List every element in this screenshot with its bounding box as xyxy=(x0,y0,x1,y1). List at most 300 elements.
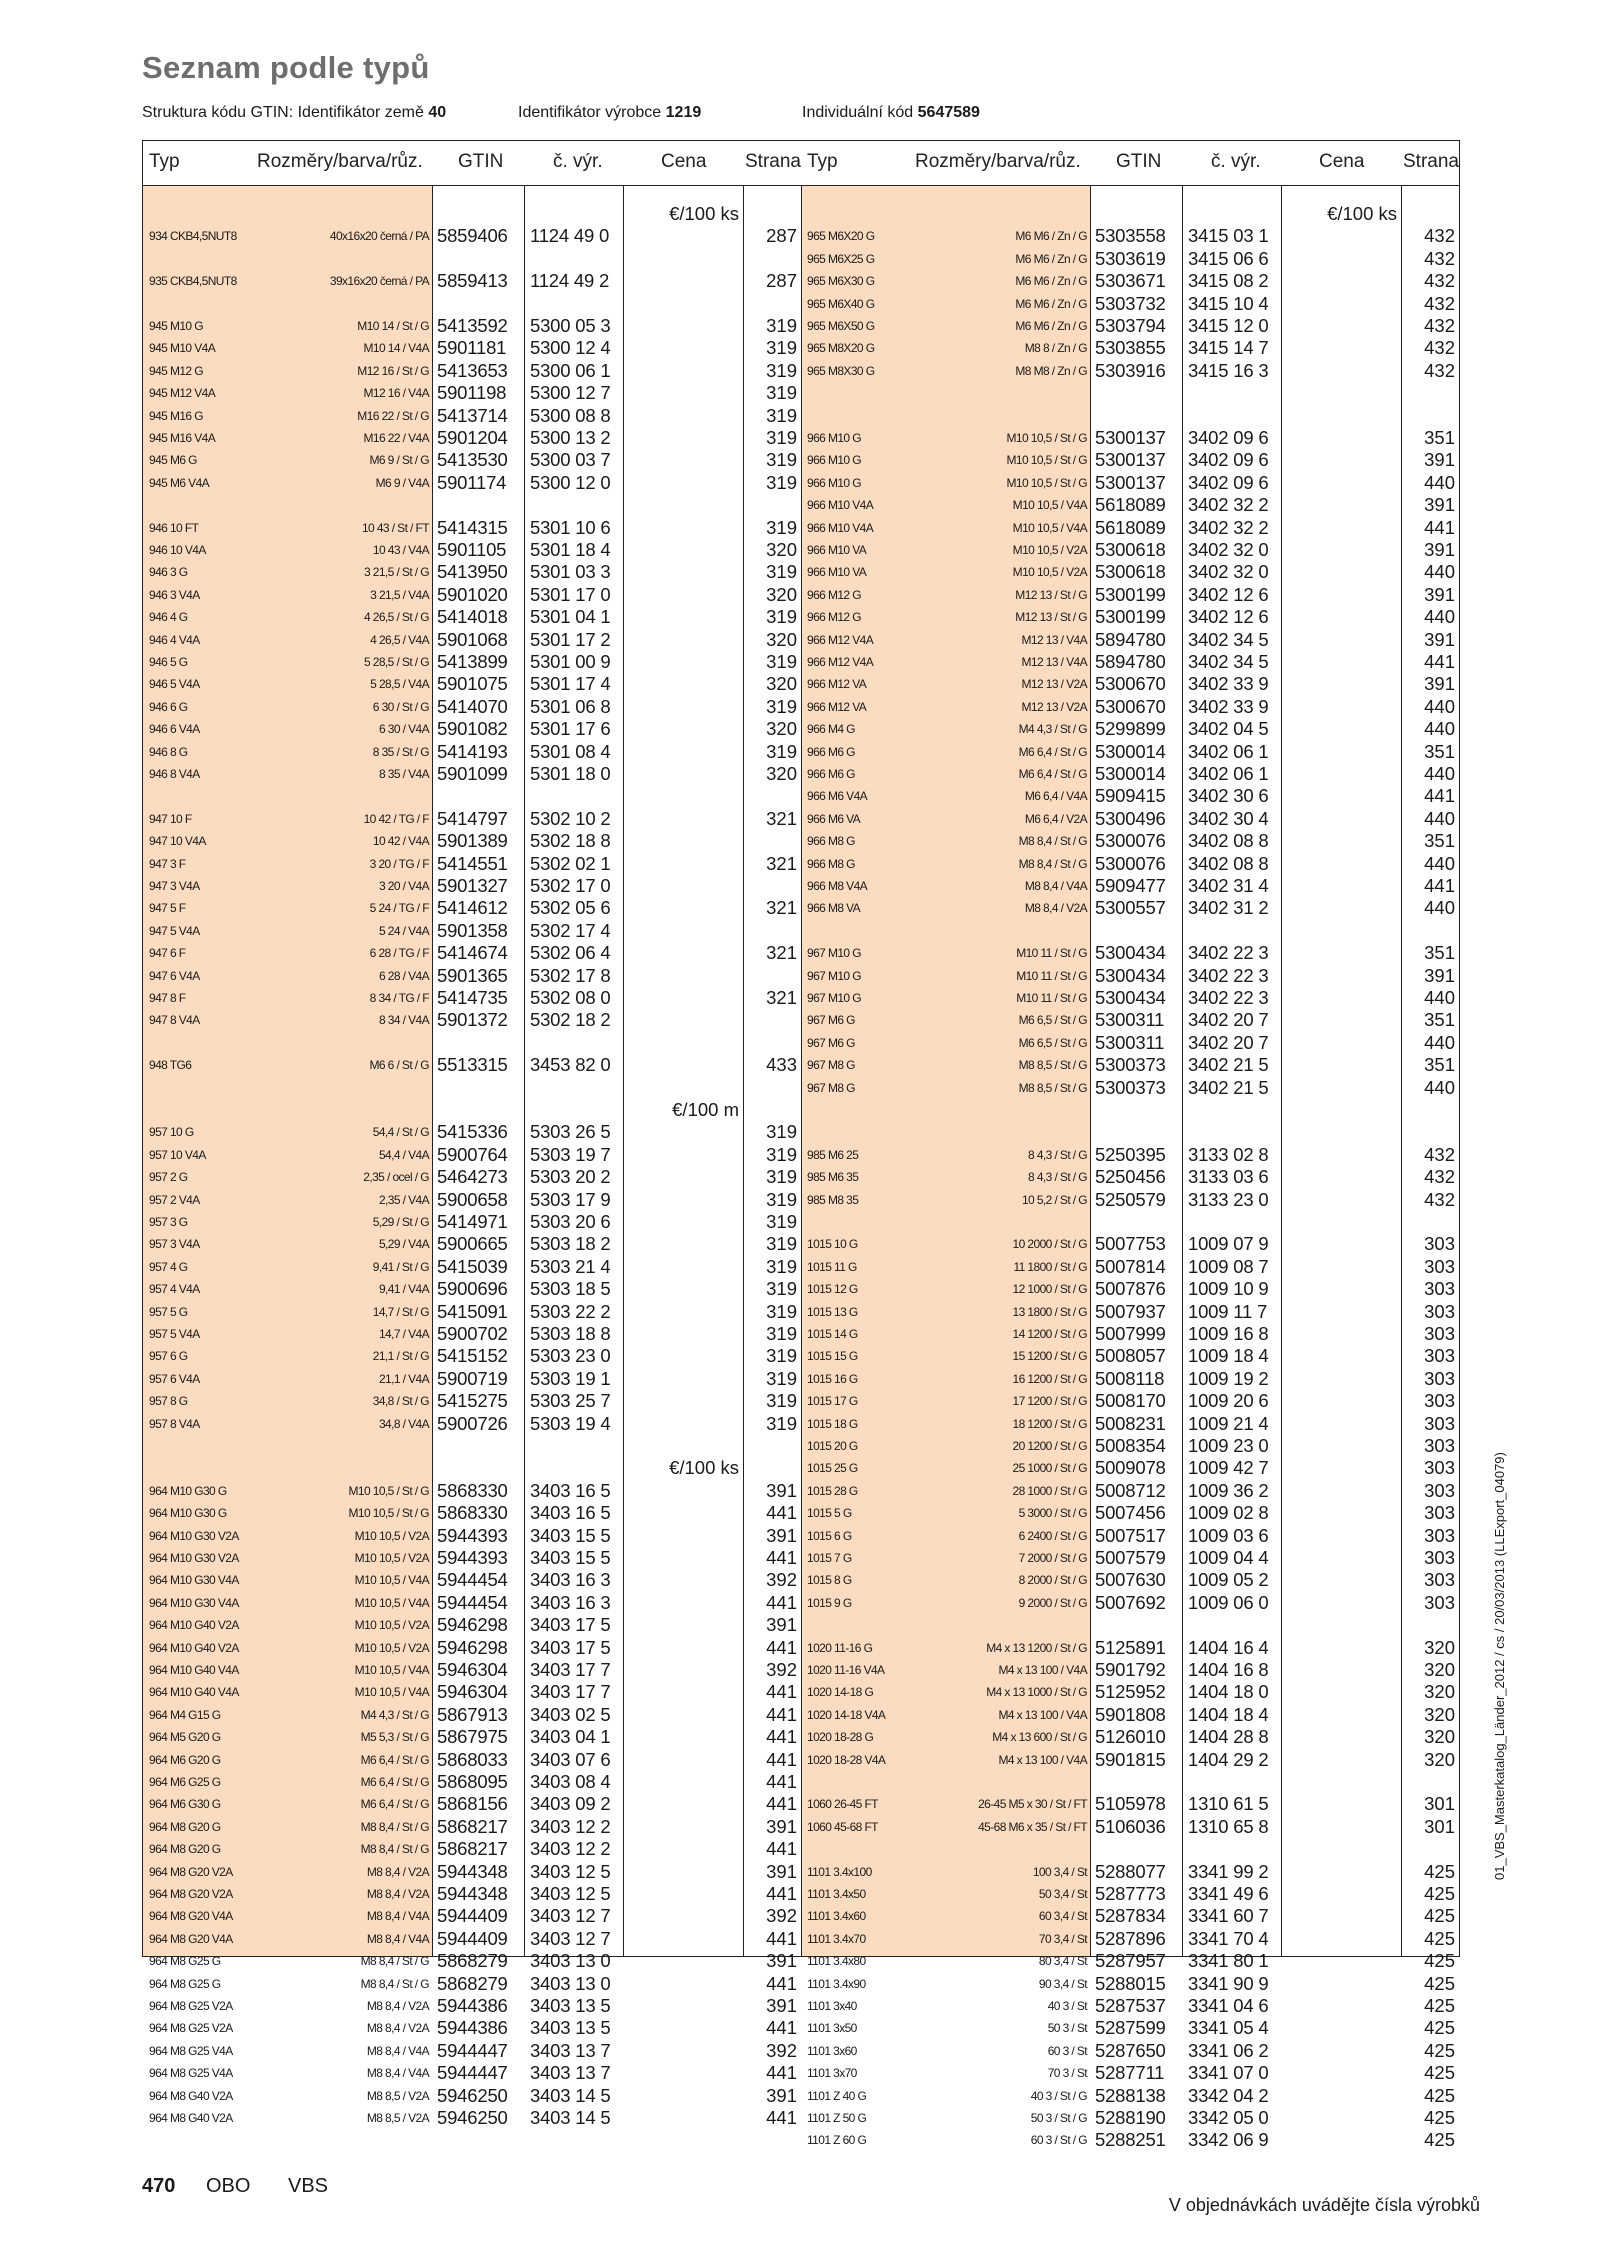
table-row xyxy=(801,1321,1459,1343)
cell-cvyr: 5301 18 4 xyxy=(530,539,611,560)
cell-cvyr: 3402 09 6 xyxy=(1188,471,1269,493)
cell-gtin: 5414612 xyxy=(437,897,508,919)
cell-cvyr: 5303 19 1 xyxy=(530,1367,611,1389)
cell-cvyr: 1009 03 6 xyxy=(1188,1524,1269,1546)
cell-cvyr: 5302 08 0 xyxy=(530,987,611,1008)
cell-typ: 966 M12 V4A xyxy=(807,632,874,647)
cell-cvyr: 3403 12 7 xyxy=(530,1927,611,1949)
cell-strana: 425 xyxy=(1424,1995,1455,2016)
cell-typ: 945 M6 G xyxy=(149,453,197,468)
table-row xyxy=(143,761,801,783)
cell-typ: 964 M10 G40 V4A xyxy=(149,1663,239,1677)
cell-cvyr: 5301 17 4 xyxy=(530,673,611,695)
cell-strana: 441 xyxy=(766,1502,797,1524)
cell-cvyr: 3402 12 6 xyxy=(1188,583,1269,605)
cell-strana: 303 xyxy=(1424,1412,1455,1434)
table-row xyxy=(801,537,1459,559)
cell-cvyr: 3402 08 8 xyxy=(1188,830,1269,852)
cell-typ: 1101 3.4x80 xyxy=(807,1954,866,1969)
cell-gtin: 5250456 xyxy=(1095,1166,1166,1188)
cell-cvyr: 5300 06 1 xyxy=(530,359,611,381)
cell-typ: 966 M10 V4A xyxy=(807,498,874,513)
cell-dim: M8 8,5 / St / G xyxy=(1018,1058,1087,1073)
cell-cvyr: 1124 49 2 xyxy=(530,270,610,292)
header-cena: Cena xyxy=(1319,151,1365,172)
table-row xyxy=(143,1187,801,1209)
cell-typ: 947 8 V4A xyxy=(149,1013,200,1028)
header-dim: Rozměry/barva/růz. xyxy=(257,151,423,172)
cell-dim: 8 34 / TG / F xyxy=(369,991,429,1005)
table-row xyxy=(143,1343,801,1365)
cell-dim: 10 2000 / St / G xyxy=(1012,1237,1087,1252)
table-row xyxy=(801,559,1459,581)
table-row xyxy=(801,313,1459,335)
table-row xyxy=(801,873,1459,895)
cell-gtin: 5414551 xyxy=(437,852,508,874)
cell-typ: 964 M8 G20 G xyxy=(149,1842,221,1857)
cell-dim: M4 x 13 1200 / St / G xyxy=(986,1640,1087,1655)
cell-cvyr: 5303 25 7 xyxy=(530,1390,611,1412)
table-row xyxy=(143,940,801,962)
cell-gtin: 5900764 xyxy=(437,1143,508,1165)
cell-dim: M8 8,4 / St / G xyxy=(360,1976,429,1991)
cell-cvyr: 5301 00 9 xyxy=(530,651,611,672)
cell-strana: 391 xyxy=(766,1815,797,1837)
cell-strana: 319 xyxy=(766,1300,797,1322)
cell-strana: 320 xyxy=(766,673,797,695)
cell-cvyr: 5302 18 2 xyxy=(530,1009,611,1031)
cell-dim: 6 28 / V4A xyxy=(378,968,429,983)
cell-dim: 7 2000 / St / G xyxy=(1018,1551,1087,1565)
cell-typ: 1101 3x70 xyxy=(807,2066,857,2081)
cell-dim: M8 8,4 / V2A xyxy=(366,1999,429,2013)
cell-dim: 8 4,3 / St / G xyxy=(1028,1170,1087,1185)
cell-typ: 964 M8 G25 V4A xyxy=(149,2066,233,2081)
cell-gtin: 5868095 xyxy=(437,1771,508,1792)
cell-cvyr: 3402 30 4 xyxy=(1188,807,1269,829)
cell-typ: 947 10 V4A xyxy=(149,834,206,849)
cell-strana: 303 xyxy=(1424,1569,1455,1591)
cell-strana: 303 xyxy=(1424,1502,1455,1524)
cell-cvyr: 5302 06 4 xyxy=(530,942,611,964)
cell-strana: 319 xyxy=(766,382,797,404)
cell-gtin: 5868156 xyxy=(437,1793,508,1815)
cell-gtin: 5008354 xyxy=(1095,1435,1166,1456)
cell-cvyr: 3415 14 7 xyxy=(1188,337,1269,359)
cell-cvyr: 3402 31 2 xyxy=(1188,897,1269,919)
cell-dim: M6 6,4 / V4A xyxy=(1024,789,1087,804)
cell-cvyr: 1310 61 5 xyxy=(1188,1793,1269,1815)
cell-strana: 441 xyxy=(1424,875,1455,896)
cell-cvyr: 3403 12 5 xyxy=(530,1860,611,1882)
cell-typ: 964 M10 G30 V2A xyxy=(149,1551,239,1565)
cell-gtin: 5300618 xyxy=(1095,539,1166,560)
cell-gtin: 5300199 xyxy=(1095,606,1166,628)
cell-dim: M8 8,5 / V2A xyxy=(366,2111,429,2125)
cell-dim: 8 4,3 / St / G xyxy=(1028,1147,1087,1162)
cell-strana: 391 xyxy=(766,1860,797,1882)
table-row xyxy=(143,963,801,985)
cell-typ: 966 M6 VA xyxy=(807,811,861,826)
cell-typ: 945 M12 G xyxy=(149,363,203,378)
table-row xyxy=(801,1299,1459,1321)
cell-strana: 321 xyxy=(766,897,797,919)
cell-gtin: 5901075 xyxy=(437,673,508,695)
cell-cvyr: 5303 23 0 xyxy=(530,1345,611,1367)
cell-cvyr: 3402 33 9 xyxy=(1188,673,1269,695)
cell-strana: 425 xyxy=(1424,2129,1455,2151)
table-row xyxy=(143,268,801,290)
cell-typ: 1015 7 G xyxy=(807,1551,852,1565)
header-gtin: GTIN xyxy=(458,151,504,172)
cell-dim: M6 6,4 / V2A xyxy=(1024,811,1087,826)
cell-gtin: 5300137 xyxy=(1095,449,1166,471)
cell-dim: M10 11 / St / G xyxy=(1016,968,1087,983)
gtin-structure-text: Struktura kódu GTIN: Identifikátor země 40 xyxy=(142,104,447,121)
cell-gtin: 5300496 xyxy=(1095,807,1166,829)
cell-cvyr: 3453 82 0 xyxy=(530,1054,611,1076)
cell-strana: 425 xyxy=(1424,1860,1455,1882)
cell-cvyr: 3415 12 0 xyxy=(1188,315,1269,336)
cell-gtin: 5008712 xyxy=(1095,1479,1166,1501)
header-typ: Typ xyxy=(149,151,180,172)
table-row xyxy=(801,895,1459,917)
cell-typ: 945 M16 V4A xyxy=(149,431,216,445)
cell-cvyr: 3341 49 6 xyxy=(1188,1883,1269,1904)
cell-dim: 34,8 / V4A xyxy=(378,1416,429,1431)
cell-typ: 964 M8 G40 V2A xyxy=(149,2088,233,2103)
header-cvyr: č. výr. xyxy=(553,151,603,172)
cell-strana: 391 xyxy=(766,1479,797,1501)
cell-typ: 947 3 V4A xyxy=(149,879,200,893)
cell-strana: 425 xyxy=(1424,1905,1455,1927)
cell-dim: M6 6,4 / St / G xyxy=(360,1752,429,1767)
cell-cvyr: 3402 21 5 xyxy=(1188,1054,1269,1076)
cell-cvyr: 3402 09 6 xyxy=(1188,449,1269,471)
table-row xyxy=(143,1702,801,1724)
cell-strana: 391 xyxy=(1424,628,1455,650)
cell-cvyr: 1124 49 0 xyxy=(530,225,610,247)
table-row xyxy=(801,716,1459,738)
cell-cvyr: 3403 13 0 xyxy=(530,1950,611,1972)
cell-cvyr: 3403 02 5 xyxy=(530,1703,611,1725)
table-row xyxy=(801,940,1459,962)
cell-gtin: 5300670 xyxy=(1095,673,1166,695)
cell-cvyr: 3403 16 3 xyxy=(530,1569,611,1591)
cell-cvyr: 5303 26 5 xyxy=(530,1121,611,1143)
cell-strana: 319 xyxy=(766,1390,797,1412)
table-row xyxy=(143,2015,801,2037)
header-cvyr: č. výr. xyxy=(1211,151,1261,172)
cell-cvyr: 1009 04 4 xyxy=(1188,1547,1269,1568)
table-row xyxy=(801,1590,1459,1612)
cell-strana: 319 xyxy=(766,606,797,628)
cell-cvyr: 3403 15 5 xyxy=(530,1524,611,1546)
cell-cvyr: 5303 22 2 xyxy=(530,1300,611,1322)
table-row xyxy=(801,1881,1459,1903)
cell-typ: 1101 3.4x90 xyxy=(807,1976,866,1991)
cell-dim: 40x16x20 černá / PA xyxy=(329,229,429,244)
cell-dim: 9,41 / V4A xyxy=(378,1282,429,1297)
cell-strana: 320 xyxy=(766,718,797,740)
table-row xyxy=(801,649,1459,671)
cell-cvyr: 5301 17 0 xyxy=(530,583,611,605)
cell-gtin: 5900719 xyxy=(437,1367,508,1389)
cell-typ: 946 4 G xyxy=(149,610,188,625)
table-row xyxy=(801,1478,1459,1500)
cell-typ: 934 CKB4,5NUT8 xyxy=(149,229,237,244)
cell-strana: 392 xyxy=(766,1569,797,1591)
cell-cvyr: 1009 21 4 xyxy=(1188,1412,1269,1434)
cell-gtin: 5287711 xyxy=(1095,2062,1165,2084)
cell-strana: 432 xyxy=(1424,270,1455,292)
cell-strana: 319 xyxy=(766,1143,797,1165)
cell-gtin: 5464273 xyxy=(437,1166,508,1188)
cell-cvyr: 5301 17 2 xyxy=(530,628,611,650)
cell-strana: 351 xyxy=(1424,427,1455,448)
price-unit: €/100 ks xyxy=(669,203,739,224)
cell-strana: 320 xyxy=(1424,1681,1455,1703)
cell-cvyr: 3403 12 2 xyxy=(530,1838,611,1860)
table-row xyxy=(143,2083,801,2105)
cell-dim: 3 21,5 / V4A xyxy=(370,587,429,602)
table-row xyxy=(801,268,1459,290)
cell-dim: M10 10,5 / St / G xyxy=(348,1506,429,1521)
cell-gtin: 5868330 xyxy=(437,1479,508,1501)
cell-strana: 440 xyxy=(1424,1076,1455,1098)
table-row xyxy=(143,403,801,425)
table-row xyxy=(143,1411,801,1433)
table-row xyxy=(801,1635,1459,1657)
header-gtin: GTIN xyxy=(1116,151,1162,172)
cell-strana: 319 xyxy=(766,516,797,538)
cell-cvyr: 3341 06 2 xyxy=(1188,2039,1269,2061)
cell-typ: 946 8 G xyxy=(149,744,188,759)
cell-cvyr: 3403 13 7 xyxy=(530,2039,611,2061)
cell-gtin: 5901068 xyxy=(437,628,508,650)
cell-gtin: 5944447 xyxy=(437,2039,508,2061)
cell-strana: 440 xyxy=(1424,763,1455,784)
cell-strana: 440 xyxy=(1424,987,1455,1008)
cell-cvyr: 5301 03 3 xyxy=(530,561,611,583)
cell-dim: M6 9 / V4A xyxy=(375,475,429,490)
cell-gtin: 5901181 xyxy=(437,337,507,359)
cell-strana: 441 xyxy=(766,2107,797,2128)
cell-cvyr: 5303 20 2 xyxy=(530,1166,611,1188)
cell-typ: 966 M10 VA xyxy=(807,543,867,557)
table-row xyxy=(801,1971,1459,1993)
cell-typ: 957 6 V4A xyxy=(149,1371,200,1386)
cell-strana: 303 xyxy=(1424,1323,1455,1344)
cell-typ: 965 M6X50 G xyxy=(807,319,875,333)
cell-typ: 964 M10 G40 V2A xyxy=(149,1618,239,1633)
cell-typ: 957 2 V4A xyxy=(149,1192,200,1207)
cell-gtin: 5868033 xyxy=(437,1748,508,1770)
cell-typ: 957 10 V4A xyxy=(149,1147,206,1162)
cell-strana: 319 xyxy=(766,695,797,717)
cell-cvyr: 3403 13 7 xyxy=(530,2062,611,2084)
cell-gtin: 5300137 xyxy=(1095,427,1166,448)
cell-dim: 6 30 / St / G xyxy=(372,699,429,714)
cell-typ: 946 5 G xyxy=(149,655,188,669)
cell-strana: 441 xyxy=(766,1547,797,1568)
cell-cvyr: 3403 17 7 xyxy=(530,1659,611,1680)
cell-dim: 10 5,2 / St / G xyxy=(1021,1192,1087,1207)
cell-strana: 319 xyxy=(766,1278,797,1300)
cell-cvyr: 3402 22 3 xyxy=(1188,964,1269,986)
cell-strana: 391 xyxy=(1424,539,1455,560)
cell-dim: M6 9 / St / G xyxy=(369,453,429,468)
cell-typ: 1101 3.4x100 xyxy=(807,1864,872,1879)
cell-typ: 964 M10 G30 V2A xyxy=(149,1528,239,1543)
cell-cvyr: 1009 36 2 xyxy=(1188,1479,1269,1501)
header-cena: Cena xyxy=(661,151,707,172)
cell-typ: 966 M10 G xyxy=(807,475,861,490)
cell-typ: 945 M6 V4A xyxy=(149,475,210,490)
cell-strana: 425 xyxy=(1424,2062,1455,2084)
cell-cvyr: 3403 12 2 xyxy=(530,1815,611,1837)
cell-dim: M6 M6 / Zn / G xyxy=(1015,274,1087,289)
cell-cvyr: 3402 06 1 xyxy=(1188,763,1269,784)
cell-strana: 319 xyxy=(766,1255,797,1277)
cell-gtin: 5894780 xyxy=(1095,628,1166,650)
cell-typ: 967 M10 G xyxy=(807,968,861,983)
cell-cvyr: 3403 16 5 xyxy=(530,1502,611,1524)
cell-strana: 441 xyxy=(1424,785,1455,807)
cell-gtin: 5250395 xyxy=(1095,1143,1166,1165)
cell-cvyr: 3402 12 6 xyxy=(1188,606,1269,628)
table-right-half xyxy=(801,141,1459,2151)
cell-gtin: 5300434 xyxy=(1095,987,1166,1008)
cell-gtin: 5867975 xyxy=(437,1726,508,1748)
cell-strana: 441 xyxy=(766,1591,797,1613)
table-row xyxy=(143,515,801,537)
table-row xyxy=(143,1903,801,1925)
cell-cvyr: 3341 07 0 xyxy=(1188,2062,1269,2084)
cell-cvyr: 5303 18 2 xyxy=(530,1233,611,1255)
cell-cvyr: 3341 04 6 xyxy=(1188,1995,1269,2016)
header-strana: Strana xyxy=(1403,151,1459,172)
table-row xyxy=(801,2105,1459,2127)
cell-strana: 351 xyxy=(1424,942,1455,964)
cell-strana: 391 xyxy=(1424,583,1455,605)
table-row xyxy=(801,246,1459,268)
cell-cvyr: 5300 12 7 xyxy=(530,382,611,404)
cell-strana: 320 xyxy=(766,628,797,650)
cell-typ: 957 8 V4A xyxy=(149,1416,200,1431)
cell-dim: M12 16 / St / G xyxy=(357,363,429,378)
cell-strana: 432 xyxy=(1424,247,1455,269)
table-row xyxy=(143,1612,801,1634)
cell-cvyr: 5302 10 2 xyxy=(530,807,611,829)
cell-cvyr: 1009 06 0 xyxy=(1188,1591,1269,1613)
table-row xyxy=(801,627,1459,649)
cell-cvyr: 5301 04 1 xyxy=(530,606,611,628)
cell-dim: 10 43 / St / FT xyxy=(361,520,429,535)
cell-typ: 964 M8 G25 G xyxy=(149,1954,221,1969)
cell-gtin: 5901327 xyxy=(437,875,508,896)
cell-dim: M4 x 13 100 / V4A xyxy=(998,1752,1087,1767)
cell-strana: 441 xyxy=(766,1748,797,1770)
table-row xyxy=(801,2083,1459,2105)
cell-dim: M16 22 / V4A xyxy=(363,431,429,445)
cell-cvyr: 1404 18 0 xyxy=(1188,1681,1269,1703)
table-row xyxy=(143,380,801,402)
table-row xyxy=(143,649,801,671)
table-row xyxy=(801,1343,1459,1365)
cell-typ: 947 5 V4A xyxy=(149,923,200,938)
cell-cvyr: 5300 05 3 xyxy=(530,315,611,336)
cell-gtin: 5287957 xyxy=(1095,1950,1166,1972)
cell-dim: M8 8,5 / V2A xyxy=(366,2088,429,2103)
cell-dim: 5 24 / V4A xyxy=(378,923,429,938)
table-row xyxy=(143,1119,801,1141)
cell-gtin: 5008118 xyxy=(1095,1367,1165,1389)
cell-dim: 21,1 / V4A xyxy=(378,1371,429,1386)
table-row xyxy=(801,223,1459,245)
table-row xyxy=(801,335,1459,357)
table-row xyxy=(143,2038,801,2060)
table-row xyxy=(801,1142,1459,1164)
table-row xyxy=(801,358,1459,380)
table-row xyxy=(143,470,801,492)
cell-strana: 432 xyxy=(1424,1166,1455,1188)
cell-dim: M4 x 13 100 / V4A xyxy=(998,1707,1087,1722)
cell-dim: 60 3 / St / G xyxy=(1030,2133,1087,2148)
cell-dim: 70 3 / St xyxy=(1047,2066,1087,2081)
table-row xyxy=(143,447,801,469)
table-row xyxy=(801,1993,1459,2015)
cell-cvyr: 1310 65 8 xyxy=(1188,1815,1269,1837)
cell-dim: M4 x 13 600 / St / G xyxy=(992,1730,1087,1745)
cell-strana: 303 xyxy=(1424,1390,1455,1412)
cell-typ: 966 M12 VA xyxy=(807,677,867,692)
table-row xyxy=(143,1679,801,1701)
cell-strana: 287 xyxy=(766,270,797,292)
cell-cvyr: 3402 33 9 xyxy=(1188,695,1269,717)
cell-strana: 303 xyxy=(1424,1457,1455,1479)
cell-gtin: 5901198 xyxy=(437,382,507,404)
cell-dim: M8 8,4 / V4A xyxy=(366,2043,429,2058)
cell-typ: 957 10 G xyxy=(149,1125,194,1140)
cell-dim: M4 x 13 100 / V4A xyxy=(998,1663,1087,1677)
table-row xyxy=(801,425,1459,447)
cell-cvyr: 5303 21 4 xyxy=(530,1255,611,1277)
cell-dim: M8 8,4 / V2A xyxy=(366,1887,429,1901)
cell-gtin: 5901082 xyxy=(437,718,508,740)
table-row xyxy=(143,739,801,761)
table-row xyxy=(801,739,1459,761)
table-row xyxy=(801,604,1459,626)
cell-gtin: 5900696 xyxy=(437,1278,508,1300)
cell-strana: 432 xyxy=(1424,292,1455,314)
table-row xyxy=(801,694,1459,716)
cell-dim: 8 2000 / St / G xyxy=(1018,1573,1087,1588)
cell-dim: M6 6,4 / St / G xyxy=(1018,767,1087,781)
cell-gtin: 5414735 xyxy=(437,987,508,1008)
cell-strana: 319 xyxy=(766,1211,797,1232)
cell-strana: 425 xyxy=(1424,2084,1455,2106)
table-row xyxy=(801,783,1459,805)
cell-strana: 320 xyxy=(766,583,797,605)
cell-strana: 425 xyxy=(1424,1972,1455,1994)
cell-gtin: 5414070 xyxy=(437,695,508,717)
cell-gtin: 5900658 xyxy=(437,1188,508,1210)
table-row xyxy=(801,1500,1459,1522)
cell-strana: 441 xyxy=(766,1636,797,1658)
cell-strana: 319 xyxy=(766,1121,797,1143)
cell-dim: M8 8,4 / St / G xyxy=(1018,834,1087,849)
